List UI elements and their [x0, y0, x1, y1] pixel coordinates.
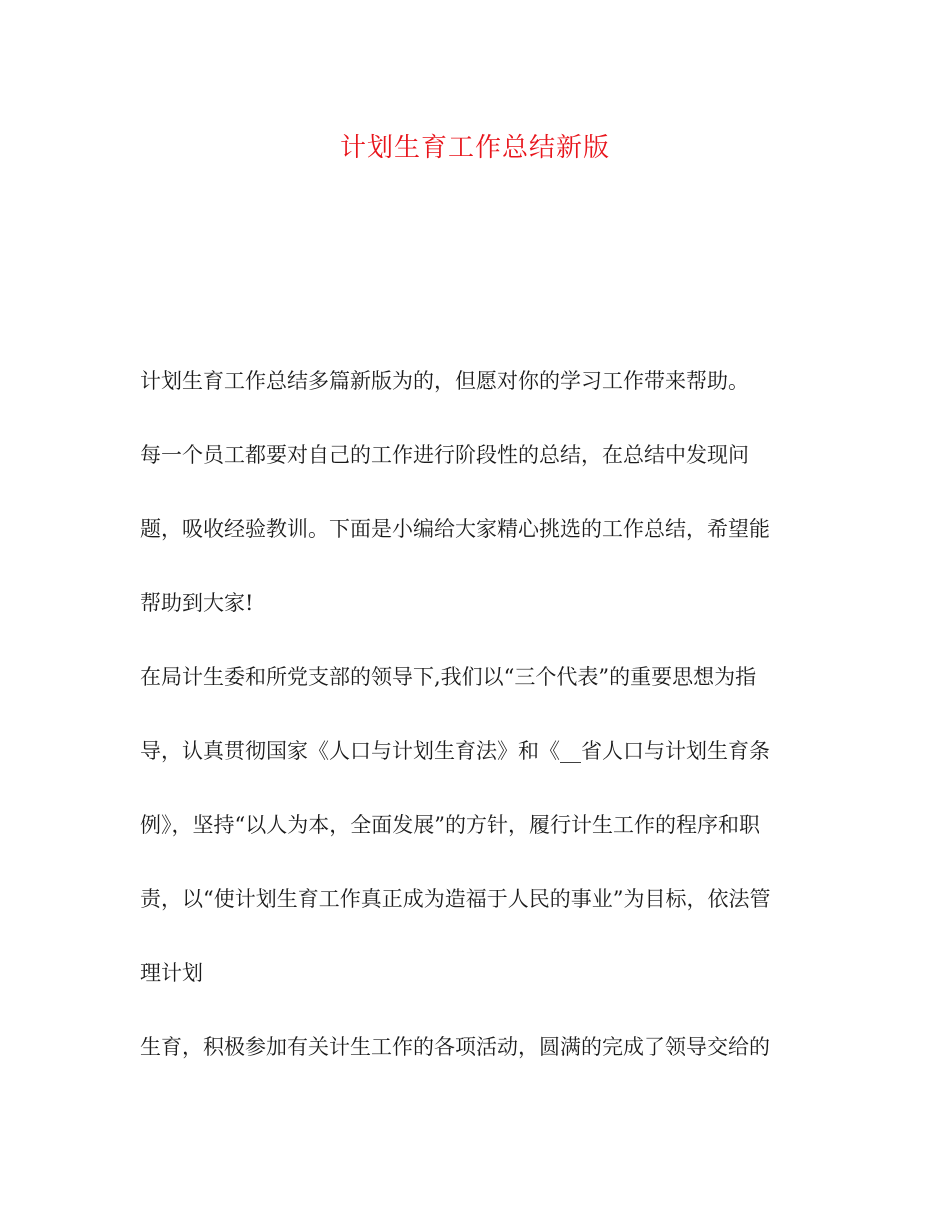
body-line: 导，认真贯彻国家《人口与计划生育法》和《__省人口与计划生育条 [140, 739, 770, 763]
body-line: 责，以“使计划生育工作真正成为造福于人民的事业”为目标，依法管 [140, 887, 771, 911]
body-line: 生育，积极参加有关计生工作的各项活动，圆满的完成了领导交给的 [140, 1035, 770, 1059]
body-line: 在局计生委和所党支部的领导下,我们以“三个代表”的重要思想为指 [140, 665, 757, 689]
document-body [140, 355, 820, 1095]
body-line: 帮助到大家! [140, 591, 254, 615]
document-title: 计划生育工作总结新版 [339, 133, 610, 163]
body-line: 题，吸收经验教训。下面是小编给大家精心挑选的工作总结，希望能 [140, 517, 770, 541]
body-line: 例》，坚持“以人为本，全面发展”的方针，履行计生工作的程序和职 [140, 813, 760, 837]
body-line: 理计划 [140, 961, 203, 985]
body-line: 计划生育工作总结多篇新版为的，但愿对你的学习工作带来帮助。 [140, 369, 749, 393]
body-line: 每一个员工都要对自己的工作进行阶段性的总结，在总结中发现问 [140, 443, 749, 467]
